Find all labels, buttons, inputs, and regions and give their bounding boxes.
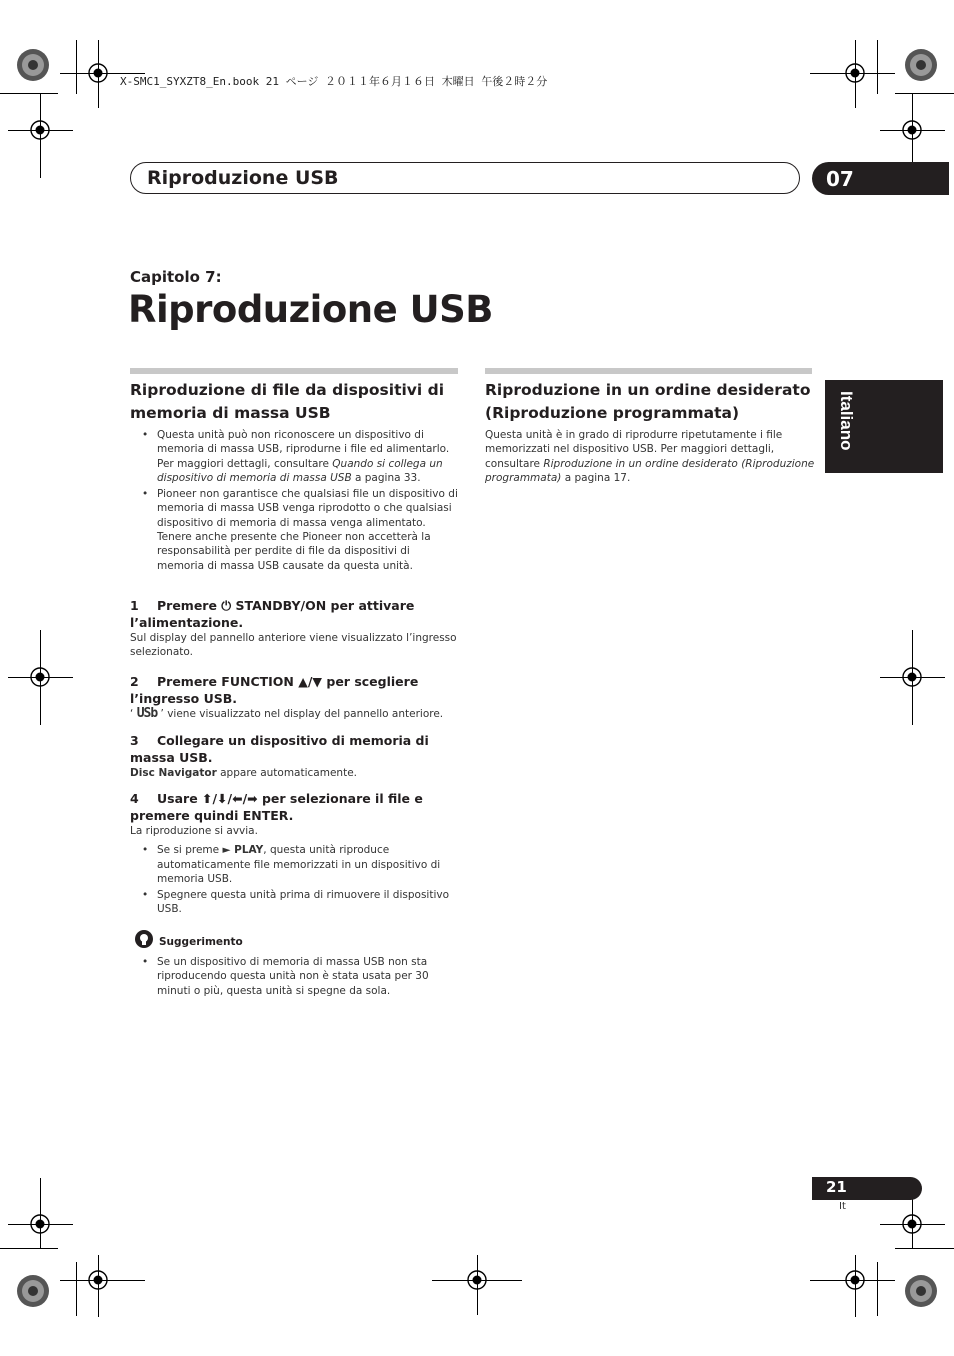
chapter-title: Riproduzione USB — [128, 288, 493, 331]
tip-lightbulb-icon — [132, 929, 156, 951]
crop-mark — [0, 93, 58, 94]
section-rule — [485, 368, 812, 374]
crop-mark — [895, 1248, 954, 1249]
list-item: • Questa unità può non riconoscere un dispositivo di memoria di massa USB, riprodurne i file ed alimentarlo. Per maggiori dettagli, consultare Quando si collega un dispositivo di memoria di massa USB a pagina 33. — [157, 428, 460, 485]
print-info: X-SMC1_SYXZT8_En.book 21 ページ ２０１１年６月１６日 木曜日 午後２時２分 — [120, 75, 548, 88]
registration-target-icon — [843, 1268, 867, 1292]
tip-label: Suggerimento — [159, 936, 243, 948]
step-4: 4 Usare ⬆/⬇/⬅/➡ per selezionare il file e premere quindi ENTER. La riproduzione si avvia. • Se si preme ► PLAY, questa unità riproduce automaticamente file memorizzati in un dispositivo di memoria USB. • Spegnere questa unità prima di rimuovere il dispositivo USB. — [130, 790, 460, 919]
section-rule — [130, 368, 458, 374]
list-item: • Se si preme ► PLAY, questa unità riproduce automaticamente file memorizzati in un dispositivo di memoria USB. — [157, 843, 460, 886]
chapter-number: 07 — [826, 167, 854, 191]
page-number: 21 — [826, 1178, 847, 1196]
registration-target-icon — [900, 118, 924, 142]
registration-target-icon — [86, 61, 110, 85]
language-label: Italiano — [837, 391, 856, 451]
usb-display-glyph: USb — [136, 706, 158, 721]
list-item: • Pioneer non garantisce che qualsiasi file un dispositivo di memoria di massa USB venga riprodotto o che qualsiasi dispositivo di memoria di massa venga alimentato. Tenere anche presente che Pioneer non accetterà la responsabilità per perdite di file da dispositivi di memoria di massa USB causate da questa unità. — [157, 487, 460, 573]
left-section-heading: Riproduzione di file da dispositivi di memoria di massa USB — [130, 381, 445, 422]
crop-mark — [895, 93, 954, 94]
registration-target-icon — [28, 665, 52, 689]
list-item: • Spegnere questa unità prima di rimuovere il dispositivo USB. — [157, 888, 460, 917]
header-title: Riproduzione USB — [147, 167, 339, 189]
star-target-icon — [16, 48, 50, 82]
registration-target-icon — [900, 665, 924, 689]
crop-mark — [877, 1262, 878, 1316]
left-column — [130, 428, 460, 575]
registration-target-icon — [86, 1268, 110, 1292]
crop-mark — [877, 40, 878, 94]
crop-mark — [0, 1248, 58, 1249]
registration-target-icon — [28, 1212, 52, 1236]
step-2: 2 Premere FUNCTION ▲/▼ per scegliere l’ingresso USB. ‘ USb ’ viene visualizzato nel display del pannello anteriore. — [130, 674, 444, 721]
list-item: • Se un dispositivo di memoria di massa USB non sta riproducendo questa unità non è stata usata per 30 minuti o più, questa unità si spegne da sola. — [157, 955, 460, 998]
registration-target-icon — [843, 61, 867, 85]
right-body: Questa unità è in grado di riprodurre ripetutamente i file memorizzati nel dispositivo USB. Per maggiori dettagli, consultare Riproduzione in un ordine desiderato (Riproduzione programmata) a pagina 17. — [485, 429, 815, 484]
registration-target-icon — [465, 1268, 489, 1292]
registration-target-icon — [28, 118, 52, 142]
right-section-heading: Riproduzione in un ordine desiderato (Riproduzione programmata) — [485, 381, 811, 422]
registration-target-icon — [900, 1212, 924, 1236]
star-target-icon — [904, 1274, 938, 1308]
step-3: 3 Collegare un dispositivo di memoria di massa USB. Disc Navigator appare automaticamente. — [130, 733, 429, 779]
language-tab-text — [825, 380, 865, 473]
chapter-label: Capitolo 7: — [130, 268, 222, 286]
star-target-icon — [16, 1274, 50, 1308]
tip-content — [130, 955, 460, 1000]
crop-mark — [76, 1262, 77, 1316]
page-language-code: It — [839, 1201, 846, 1212]
step-1: 1 Premere ⏻ STANDBY/ON per attivare l’alimentazione. Sul display del pannello anteriore viene visualizzato l’ingresso selezionato. — [130, 598, 457, 659]
star-target-icon — [904, 48, 938, 82]
crop-mark — [76, 40, 77, 94]
